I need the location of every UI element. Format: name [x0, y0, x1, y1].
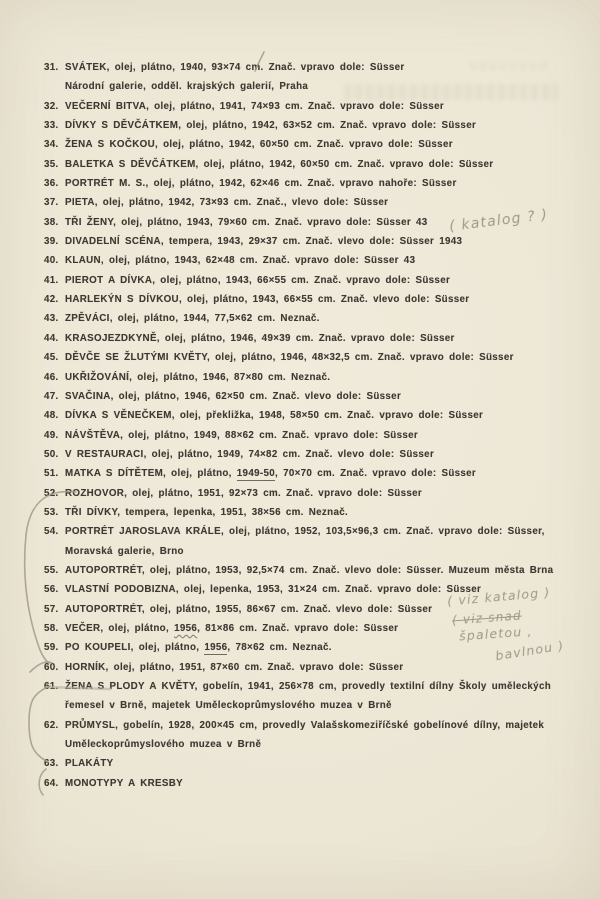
list-item-continuation — [44, 739, 574, 758]
item-number: 60. — [44, 661, 59, 673]
pencil-underlined-text: 1956 — [174, 622, 198, 634]
item-text: AUTOPORTRÉT, olej, plátno, 1953, 92,5×74 cm. Znač. vlevo dole: Süsser. Muzeum města Brna — [65, 564, 554, 576]
list-item-continuation — [44, 546, 574, 565]
item-text: AUTOPORTRÉT, olej, plátno, 1955, 86×67 cm. Znač. vlevo dole: Süsser — [65, 603, 433, 615]
item-text: VEČERNÍ BITVA, olej, plátno, 1941, 74×93 cm. Znač. vpravo dole: Süsser — [65, 100, 444, 112]
item-text: TŘI DÍVKY, tempera, lepenka, 1951, 38×56 cm. Neznač. — [65, 506, 349, 518]
item-text: MATKA S DÍTĚTEM, olej, plátno, 1949-50, 70×70 cm. Znač. vpravo dole: Süsser — [65, 468, 477, 480]
list-item — [44, 662, 574, 681]
list-item — [44, 488, 574, 507]
item-text: DÍVKA S VĚNEČKEM, olej, překližka, 1948, 58×50 cm. Znač. vpravo dole: Süsser — [65, 410, 484, 422]
list-item — [44, 391, 574, 410]
item-text: MONOTYPY A KRESBY — [65, 777, 183, 789]
item-text: PIETA, olej, plátno, 1942, 73×93 cm. Znač., vlevo dole: Süsser — [65, 197, 389, 209]
item-number: 43. — [44, 313, 59, 325]
item-text: PO KOUPELI, olej, plátno, 1956, 78×62 cm. Neznač. — [65, 642, 332, 654]
item-text: SVÁTEK, olej, plátno, 1940, 93×74 cm. Znač. vpravo dole: Süsser — [65, 62, 405, 73]
list-item — [44, 468, 574, 487]
pencil-annotation-katalog: ( katalog ? ) — [448, 207, 550, 235]
item-number: 47. — [44, 390, 59, 402]
pencil-annotation-viz-katalog: ( viz katalog ) — [446, 584, 552, 609]
item-number: 34. — [44, 139, 59, 151]
list-item — [44, 720, 574, 739]
item-number: 45. — [44, 352, 59, 364]
item-text: PORTRÉT JAROSLAVA KRÁLE, olej, plátno, 1952, 103,5×96,3 cm. Znač. vpravo dole: Süsser, — [65, 526, 545, 538]
item-text: VEČER, olej, plátno, 1956, 81×86 cm. Znač. vpravo dole: Süsser — [65, 622, 399, 634]
item-number: 49. — [44, 429, 59, 441]
list-item — [44, 255, 574, 274]
list-item — [44, 294, 574, 313]
item-number: 58. — [44, 622, 59, 634]
item-number: 61. — [44, 681, 59, 692]
print-showthrough-small — [470, 62, 550, 70]
item-text: DIVADELNÍ SCÉNA, tempera, 1943, 29×37 cm. Znač. vlevo dole: Süsser 1943 — [65, 236, 463, 248]
list-item — [44, 778, 574, 797]
item-number: 38. — [44, 216, 59, 228]
item-number: 52. — [44, 487, 59, 499]
item-number: 42. — [44, 294, 59, 306]
list-item — [44, 178, 574, 197]
list-item — [44, 372, 574, 391]
item-text: řemesel v Brně, majetek Uměleckoprůmyslového muzea v Brně — [65, 700, 392, 712]
item-number: 50. — [44, 448, 59, 460]
item-number: 64. — [44, 777, 59, 789]
list-item — [44, 758, 574, 777]
item-number: 51. — [44, 468, 59, 480]
item-text: TŘI ŽENY, olej, plátno, 1943, 79×60 cm. Znač. vpravo dole: Süsser 43 — [65, 216, 428, 228]
item-number: 40. — [44, 255, 59, 267]
list-item — [44, 352, 574, 371]
item-number: 39. — [44, 236, 59, 248]
item-text: Moravská galerie, Brno — [65, 545, 184, 557]
item-number: 33. — [44, 120, 59, 132]
list-item — [44, 449, 574, 468]
list-item — [44, 101, 574, 120]
pencil-annotation-viz-snad: ( viz snad — [451, 608, 523, 628]
item-text: KLAUN, olej, plátno, 1943, 62×48 cm. Znač. vpravo dole: Süsser 43 — [65, 255, 416, 267]
list-item — [44, 526, 574, 545]
pencil-underlined-text: 1949-50 — [236, 468, 275, 480]
list-item — [44, 333, 574, 352]
item-number: 54. — [44, 526, 59, 538]
print-showthrough — [344, 84, 558, 100]
item-number: 59. — [44, 642, 59, 654]
item-number: 41. — [44, 274, 59, 286]
item-text: NÁVŠTĚVA, olej, plátno, 1949, 88×62 cm. Znač. vpravo dole: Süsser — [65, 429, 419, 441]
item-text: HORNÍK, olej, plátno, 1951, 87×60 cm. Znač. vpravo dole: Süsser — [65, 661, 404, 673]
pencil-annotation-spaletou: špaletou , — [458, 623, 534, 644]
item-number: 56. — [44, 584, 59, 596]
pencil-annotation-bavlnou: bavlnou ) — [494, 637, 566, 664]
item-text: Uměleckoprůmyslového muzea v Brně — [65, 739, 262, 751]
item-text: Národní galerie, odděl. krajských galerií, Praha — [65, 81, 309, 93]
item-text: DĚVČE SE ŽLUTÝMI KVĚTY, olej, plátno, 1946, 48×32,5 cm. Znač. vpravo dole: Süsser — [65, 352, 514, 364]
catalog-list — [44, 62, 574, 797]
list-item — [44, 275, 574, 294]
item-number: 62. — [44, 719, 59, 731]
item-number: 48. — [44, 410, 59, 422]
item-number: 44. — [44, 332, 59, 344]
item-number: 57. — [44, 603, 59, 615]
list-item — [44, 236, 574, 255]
pencil-underlined-text: 1956 — [204, 642, 228, 654]
item-number: 32. — [44, 100, 59, 112]
item-text: ZPĚVÁCI, olej, plátno, 1944, 77,5×62 cm. Neznač. — [65, 313, 320, 325]
item-number: 35. — [44, 158, 59, 170]
list-item — [44, 120, 574, 139]
item-number: 31. — [44, 62, 59, 73]
item-number: 37. — [44, 197, 59, 209]
item-text: ROZHOVOR, olej, plátno, 1951, 92×73 cm. Znač. vpravo dole: Süsser — [65, 487, 423, 499]
item-number: 36. — [44, 178, 59, 190]
item-text: PLAKÁTY — [65, 758, 114, 770]
item-text: DÍVKY S DĚVČÁTKEM, olej, plátno, 1942, 63×52 cm. Znač. vpravo dole: Süsser — [65, 120, 477, 132]
item-text: SVAČINA, olej, plátno, 1946, 62×50 cm. Znač. vlevo dole: Süsser — [65, 390, 402, 402]
list-item — [44, 430, 574, 449]
list-item — [44, 681, 574, 700]
item-number: 46. — [44, 371, 59, 383]
item-number: 63. — [44, 758, 59, 770]
list-item — [44, 313, 574, 332]
list-item — [44, 410, 574, 429]
list-item — [44, 565, 574, 584]
item-text: PIEROT A DÍVKA, olej, plátno, 1943, 66×55 cm. Znač. vpravo dole: Süsser — [65, 274, 451, 286]
list-item-continuation — [44, 700, 574, 719]
item-number: 53. — [44, 506, 59, 518]
item-text: HARLEKÝN S DÍVKOU, olej, plátno, 1943, 66×55 cm. Znač. vlevo dole: Süsser — [65, 294, 470, 306]
item-text: PORTRÉT M. S., olej, plátno, 1942, 62×46 cm. Znač. vpravo nahoře: Süsser — [65, 178, 457, 190]
list-item — [44, 159, 574, 178]
item-text: ŽENA S PLODY A KVĚTY, gobelín, 1941, 256×78 cm, provedly textilní dílny Školy uměleckých — [65, 681, 552, 692]
item-text: PRŮMYSL, gobelín, 1928, 200×45 cm, provedly Valašskomeziříčské gobelínové dílny, majetek — [65, 719, 545, 731]
item-text: UKŘIŽOVÁNÍ, olej, plátno, 1946, 87×80 cm. Neznač. — [65, 371, 331, 383]
list-item — [44, 507, 574, 526]
item-text: V RESTAURACI, olej, plátno, 1949, 74×82 cm. Znač. vlevo dole: Süsser — [65, 448, 435, 460]
item-text: ŽENA S KOČKOU, olej, plátno, 1942, 60×50 cm. Znač. vpravo dole: Süsser — [65, 139, 453, 151]
list-item — [44, 139, 574, 158]
item-text: VLASTNÍ PODOBIZNA, olej, lepenka, 1953, 31×24 cm. Znač. vpravo dole: Süsser — [65, 584, 482, 596]
item-text: KRASOJEZDKYNĚ, olej, plátno, 1946, 49×39 cm. Znač. vpravo dole: Süsser — [65, 332, 455, 344]
item-text: BALETKA S DĚVČÁTKEM, olej, plátno, 1942, 60×50 cm. Znač. vpravo dole: Süsser — [65, 158, 494, 170]
item-number: 55. — [44, 564, 59, 576]
